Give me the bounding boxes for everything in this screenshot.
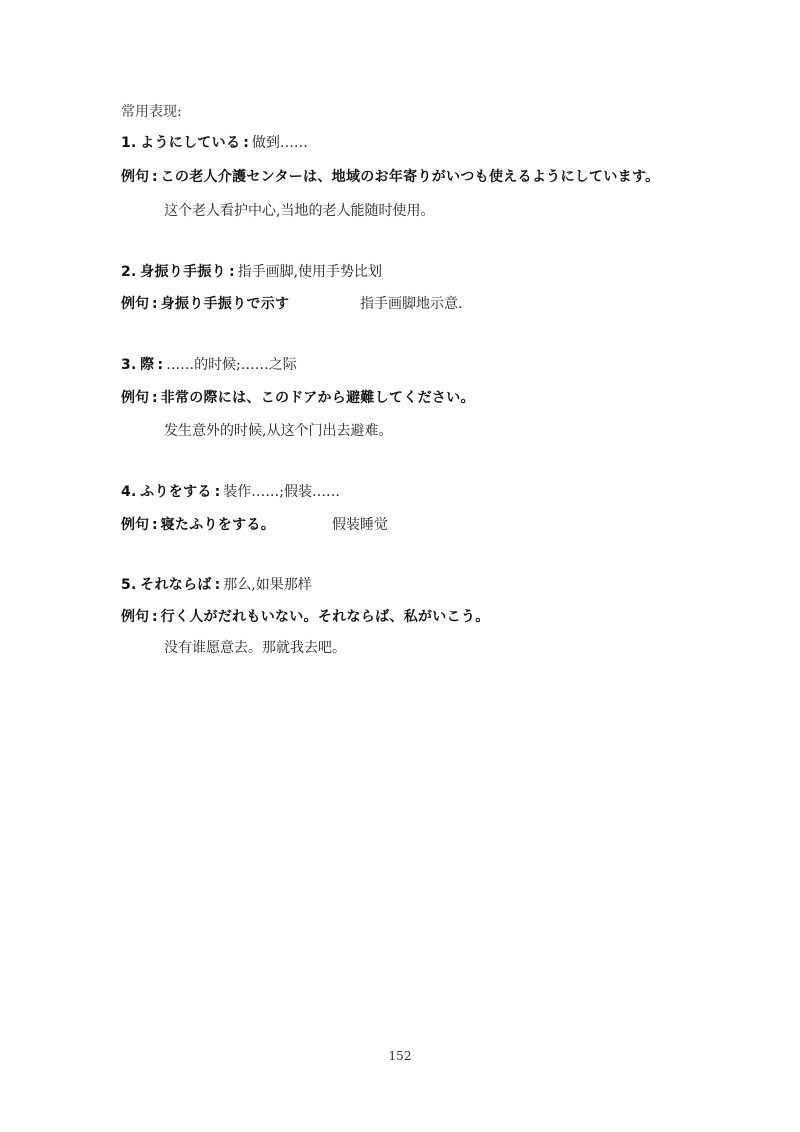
entry-meaning: 指手画脚,使用手势比划 [237, 264, 383, 280]
example-separator: : [152, 390, 158, 406]
entry-2-term-line [121, 263, 382, 282]
entry-meaning: 那么,如果那样 [223, 577, 312, 593]
example-separator: : [152, 517, 158, 533]
entry-separator: : [228, 264, 235, 280]
example-japanese: 非常の際には、このドアから避難してください。 [160, 390, 475, 406]
entry-meaning: 装作……;假装…… [223, 484, 340, 500]
example-separator: : [152, 609, 158, 625]
example-chinese: 假装睡觉 [332, 517, 388, 533]
entry-term: ふりをする [140, 484, 212, 500]
entry-number: 4. [121, 484, 137, 500]
example-label: 例句 [121, 517, 149, 533]
section-heading: 常用表现: [121, 104, 182, 120]
entry-separator: : [214, 484, 221, 500]
entry-number: 5. [121, 577, 137, 593]
example-japanese: 寝たふりをする。 [160, 517, 276, 533]
entry-2-example-line [121, 295, 289, 314]
entry-meaning: 做到…… [251, 135, 308, 151]
page-number: 152 [388, 1049, 412, 1063]
entry-term: ようにしている [140, 135, 241, 151]
example-chinese: 这个老人看护中心,当地的老人能随时使用。 [164, 203, 435, 219]
entry-4-example-line [121, 516, 275, 535]
entry-5-translation-line [164, 639, 346, 658]
entry-1-term-line [121, 134, 308, 153]
entry-1-example-line [121, 168, 659, 187]
example-separator: : [152, 169, 158, 185]
entry-4-term-line [121, 483, 340, 502]
example-chinese: 发生意外的时候,从这个门出去避难。 [164, 423, 393, 439]
entry-1-translation-line [164, 202, 434, 221]
example-label: 例句 [121, 609, 149, 625]
entry-separator: : [243, 135, 249, 151]
entry-3-translation-line [164, 422, 392, 441]
entry-3-example-line [121, 389, 475, 408]
entry-separator: : [214, 577, 221, 593]
entry-number: 2. [121, 264, 137, 280]
example-separator: : [152, 296, 158, 312]
example-japanese: 身振り手振りで示す [160, 296, 290, 312]
example-label: 例句 [121, 169, 149, 185]
example-chinese: 没有谁愿意去。那就我去吧。 [164, 640, 346, 656]
entry-separator: : [157, 357, 164, 373]
entry-number: 3. [121, 357, 137, 373]
entry-2-translation-line [360, 295, 462, 314]
entry-3-term-line [121, 356, 297, 375]
example-label: 例句 [121, 390, 149, 406]
example-label: 例句 [121, 296, 149, 312]
entry-4-translation-line [332, 516, 388, 535]
entry-term: 身振り手振り [140, 264, 226, 280]
entry-5-example-line [121, 608, 490, 627]
entry-term: それならば [140, 577, 212, 593]
entry-meaning: ……的时候;……之际 [166, 357, 297, 373]
example-japanese: この老人介護センターは、地域のお年寄りがいつも使えるようにしています。 [160, 169, 660, 185]
entry-5-term-line [121, 576, 312, 595]
entry-number: 1. [121, 135, 137, 151]
example-japanese: 行く人がだれもいない。それならば、私がいこう。 [160, 609, 490, 625]
entry-term: 際 [140, 357, 155, 373]
example-chinese: 指手画脚地示意. [360, 296, 463, 312]
